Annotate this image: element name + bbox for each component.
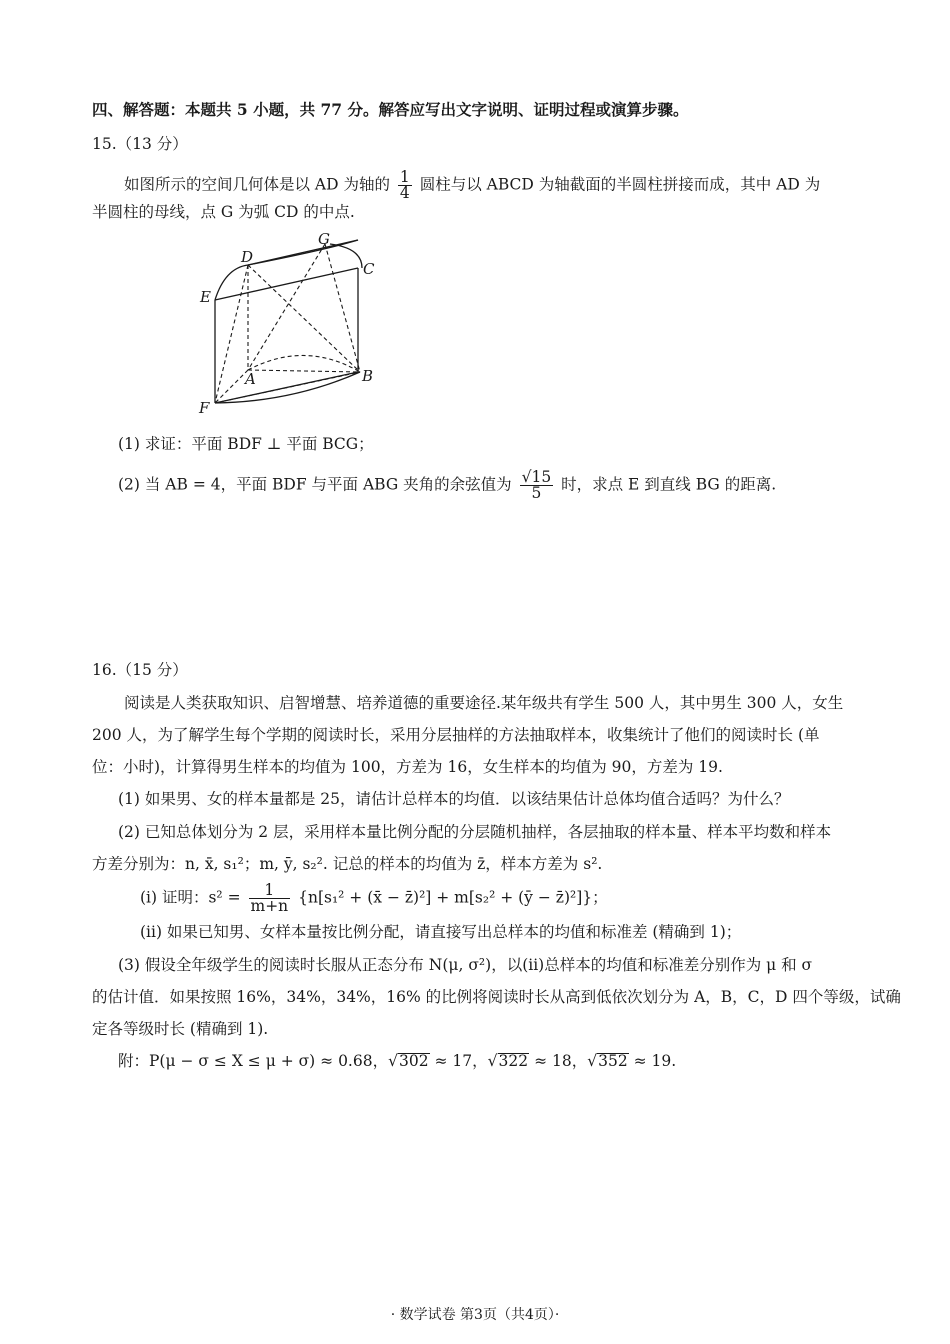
q15-part2-text-b: 时，求点 E 到直线 BG 的距离.: [561, 475, 777, 494]
q16-appendix-text-d: ≈ 19.: [628, 1052, 677, 1070]
section-heading: 四、解答题：本题共 5 小题，共 77 分。解答应写出文字说明、证明过程或演算步骤。: [92, 100, 689, 119]
q16-appendix-sqrt1: 302: [398, 1052, 429, 1070]
q16-appendix-sqrt2: 322: [498, 1052, 529, 1070]
q15-part2: [118, 470, 776, 501]
q15-number: 15.（13 分）: [92, 135, 188, 153]
q16-part2-i-text-a: (i) 证明：s² =: [140, 888, 241, 907]
edge-EC: [215, 268, 358, 300]
q16-appendix-text-b: ≈ 17，: [429, 1052, 488, 1070]
q15-part2-num: √15: [521, 468, 552, 486]
q15-frac-num: 1: [399, 168, 410, 186]
q16-part3-line3: 定各等级时长 (精确到 1).: [92, 1020, 269, 1038]
q15-frac-den: 4: [399, 184, 410, 202]
q15-intro-line2: 半圆柱的母线，点 G 为弧 CD 的中点.: [92, 203, 355, 221]
q16-part3-line2: 的估计值．如果按照 16%，34%，34%，16% 的比例将阅读时长从高到低依次划分为 A，B，C，D 四个等级，试确: [92, 988, 901, 1006]
edge-GC-arc: [330, 244, 362, 268]
q15-part2-text-a: (2) 当 AB = 4，平面 BDF 与平面 ABG 夹角的余弦值为: [118, 475, 512, 494]
q16-part2-i-text-b: {n[s₁² + (x̄ − z̄)²] + m[s₂² + (ȳ − z̄)²]}；: [298, 888, 608, 907]
q16-appendix-text-c: ≈ 18，: [529, 1052, 588, 1070]
label-G: G: [318, 230, 330, 248]
q16-part2-line1: (2) 已知总体划分为 2 层，采用样本量比例分配的分层随机抽样，各层抽取的样本量、样本平均数和样本: [118, 823, 832, 841]
q16-part2-i-fraction: [249, 883, 291, 914]
q15-intro-text-a: 如图所示的空间几何体是以 AD 为轴的: [124, 175, 390, 194]
q15-part2-den: 5: [531, 484, 542, 502]
q16-appendix-sqrt3: 352: [598, 1052, 628, 1070]
q16-part2-i-den: m+n: [250, 897, 289, 915]
q15-geometry-figure: [190, 228, 390, 422]
edge-GB: [325, 244, 360, 372]
edge-DF: [215, 265, 248, 403]
q15-fraction: [398, 170, 412, 201]
q16-paragraph-line1: 阅读是人类获取知识、启智增慧、培养道德的重要途径.某年级共有学生 500 人，其中男生 300 人，女生: [124, 694, 844, 712]
page-footer: · 数学试卷 第3页（共4页）·: [390, 1307, 560, 1323]
label-E: E: [200, 288, 211, 306]
edge-AB-arc: [248, 355, 360, 372]
label-C: C: [363, 260, 375, 278]
q15-part2-fraction: [520, 470, 554, 501]
edge-AB: [248, 370, 360, 372]
edge-AF: [215, 370, 248, 403]
q15-part1: (1) 求证：平面 BDF ⊥ 平面 BCG；: [118, 435, 374, 453]
label-D: D: [241, 248, 254, 266]
q16-part3-line1: (3) 假设全年级学生的阅读时长服从正态分布 N(μ, σ²)，以(ii)总样本的均值和标准差分别作为 μ 和 σ: [118, 956, 813, 974]
edge-ED-arc: [215, 265, 248, 300]
q16-paragraph-line3: 位：小时)，计算得男生样本的均值为 100，方差为 16，女生样本的均值为 90，方差为 19.: [92, 758, 723, 776]
edge-DC: [248, 240, 358, 265]
label-F: F: [199, 399, 210, 417]
q16-part2-i-num: 1: [249, 883, 291, 899]
q16-appendix: 附：P(μ − σ ≤ X ≤ μ + σ) ≈ 0.68，√302 ≈ 17，√322 ≈ 18，√352 ≈ 19.: [118, 1052, 677, 1070]
q16-part2-line2: 方差分别为：n, x̄, s₁²；m, ȳ, s₂². 记总的样本的均值为 z̄，样本方差为 s².: [92, 855, 603, 873]
q16-part1: (1) 如果男、女的样本量都是 25，请估计总样本的均值．以该结果估计总体均值合适吗？为什么？: [118, 790, 790, 808]
q15-intro-text-b: 圆柱与以 ABCD 为轴截面的半圆柱拼接而成，其中 AD 为: [419, 175, 821, 194]
label-A: A: [245, 370, 256, 388]
q15-intro-line1: [124, 170, 820, 201]
q16-paragraph-line2: 200 人，为了解学生每个学期的阅读时长，采用分层抽样的方法抽取样本，收集统计了他们的阅读时长 (单: [92, 726, 820, 744]
q16-part2-i: [140, 883, 608, 914]
q16-appendix-text-a: 附：P(μ − σ ≤ X ≤ μ + σ) ≈ 0.68，: [118, 1052, 389, 1070]
q16-number: 16.（15 分）: [92, 661, 188, 679]
label-B: B: [362, 367, 374, 385]
q16-part2-ii: (ii) 如果已知男、女样本量按比例分配，请直接写出总样本的均值和标准差 (精确到 1)；: [140, 923, 742, 941]
